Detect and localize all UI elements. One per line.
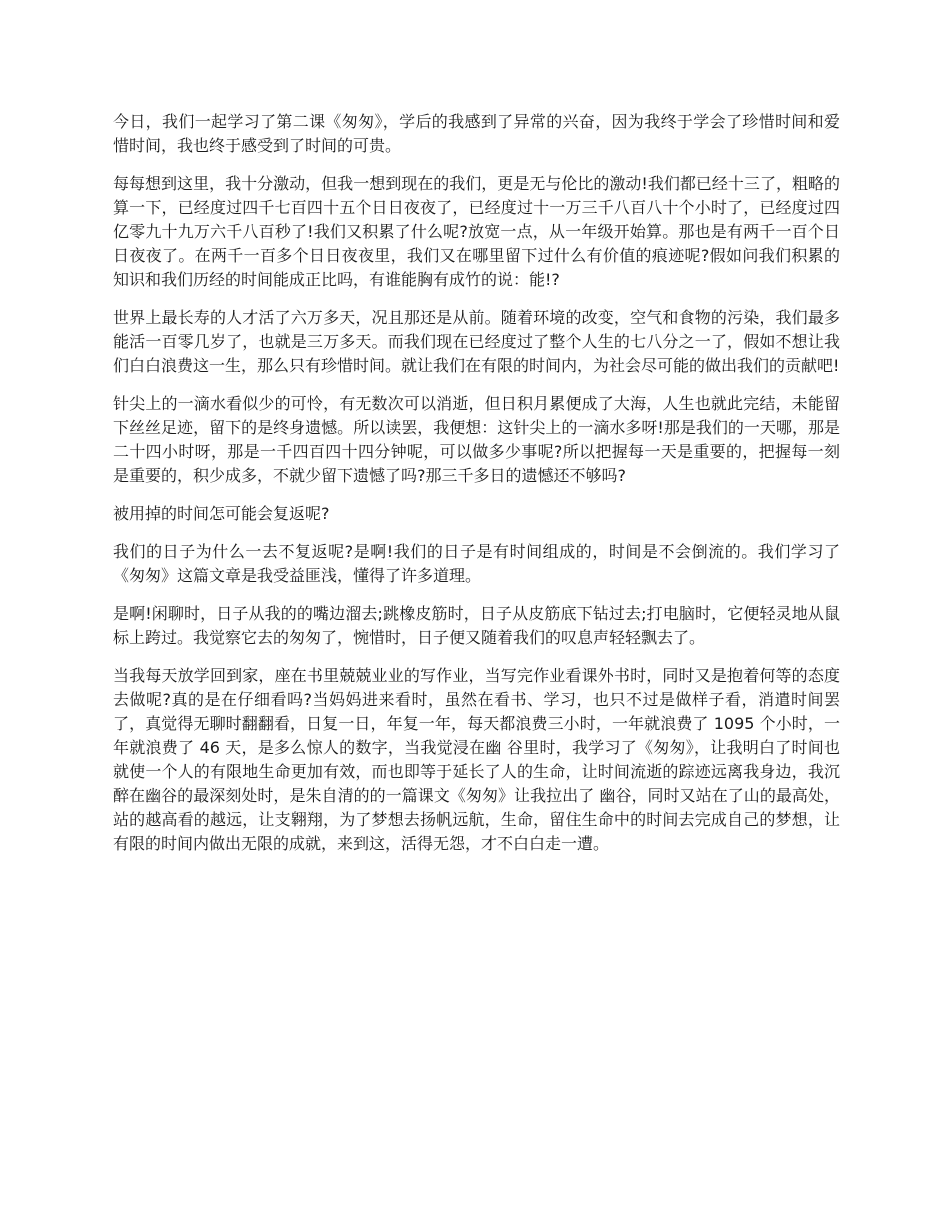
paragraph-7: 是啊!闲聊时，日子从我的的嘴边溜去;跳橡皮筋时，日子从皮筋底下钻过去;打电脑时，它便轻灵地从鼠标上跨过。我觉察它去的匆匆了，惋惜时，日子便又随着我们的叹息声轻轻飘去了。 bbox=[113, 604, 840, 647]
paragraph-2: 每每想到这里，我十分激动，但我一想到现在的我们，更是无与伦比的激动!我们都已经十三了，粗略的算一下，已经度过四千七百四十五个日日夜夜了，已经度过十一万三千八百八十个小时了，已经度过四亿零九十九万六千八百秒了!我们又积累了什么呢?放宽一点，从一年级开始算。那也是有两千一百个日日夜夜了。在两千一百多个日日夜夜里，我们又在哪里留下过什么有价值的痕迹呢?假如问我们积累的知识和我们历经的时间能成正比吗，有谁能胸有成竹的说：能!? bbox=[113, 174, 840, 289]
paragraph-3: 世界上最长寿的人才活了六万多天，况且那还是从前。随着环境的改变，空气和食物的污染，我们最多能活一百零几岁了，也就是三万多天。而我们现在已经度过了整个人生的七八分之一了，假如不想让我们白白浪费这一生，那么只有珍惜时间。就让我们在有限的时间内，为社会尽可能的做出我们的贡献吧! bbox=[113, 308, 840, 375]
paragraph-8: 当我每天放学回到家，座在书里兢兢业业的写作业，当写完作业看课外书时，同时又是抱着何等的态度去做呢?真的是在仔细看吗?当妈妈进来看时，虽然在看书、学习，也只不过是做样子看，消遣时间罢了，真觉得无聊时翻翻看，日复一日，年复一年，每天都浪费三小时，一年就浪费了 1095 个小时，一年就浪费了 46 天，是多么惊人的数字，当我觉浸在幽 谷里时，我学习了《匆匆》，让我明白了时间也就使一个人的有限地生命更加有效，而也即等于延长了人的生命，让时间流逝的踪迹远离我身边，我沉醉在幽谷的最深刻处时，是朱自清的的一篇课文《匆匆》让我拉出了 幽谷，同时又站在了山的最高处，站的越高看的越远，让支翱翔，为了梦想去扬帆远航，生命，留住生命中的时间去完成自己的梦想，让有限的时间内做出无限的成就，来到这，活得无怨，才不白白走一遭。 bbox=[113, 666, 840, 853]
paragraph-4: 针尖上的一滴水看似少的可怜，有无数次可以消逝，但日积月累便成了大海，人生也就此完结，未能留下丝丝足迹，留下的是终身遗憾。所以读罢，我便想：这针尖上的一滴水多呀!那是我们的一天哪，那是二十四小时呀，那是一千四百四十四分钟呢，可以做多少事呢?所以把握每一天是重要的，把握每一刻是重要的，积少成多，不就少留下遗憾了吗?那三千多日的遗憾还不够吗? bbox=[113, 394, 840, 485]
document-body bbox=[113, 110, 840, 870]
paragraph-1: 今日，我们一起学习了第二课《匆匆》，学后的我感到了异常的兴奋，因为我终于学会了珍惜时间和爱惜时间，我也终于感受到了时间的可贵。 bbox=[113, 112, 840, 155]
paragraph-5: 被用掉的时间怎可能会复返呢? bbox=[113, 504, 330, 523]
paragraph-6: 我们的日子为什么一去不复返呢?是啊!我们的日子是有时间组成的，时间是不会倒流的。我们学习了《匆匆》这篇文章是我受益匪浅，懂得了许多道理。 bbox=[113, 542, 840, 585]
